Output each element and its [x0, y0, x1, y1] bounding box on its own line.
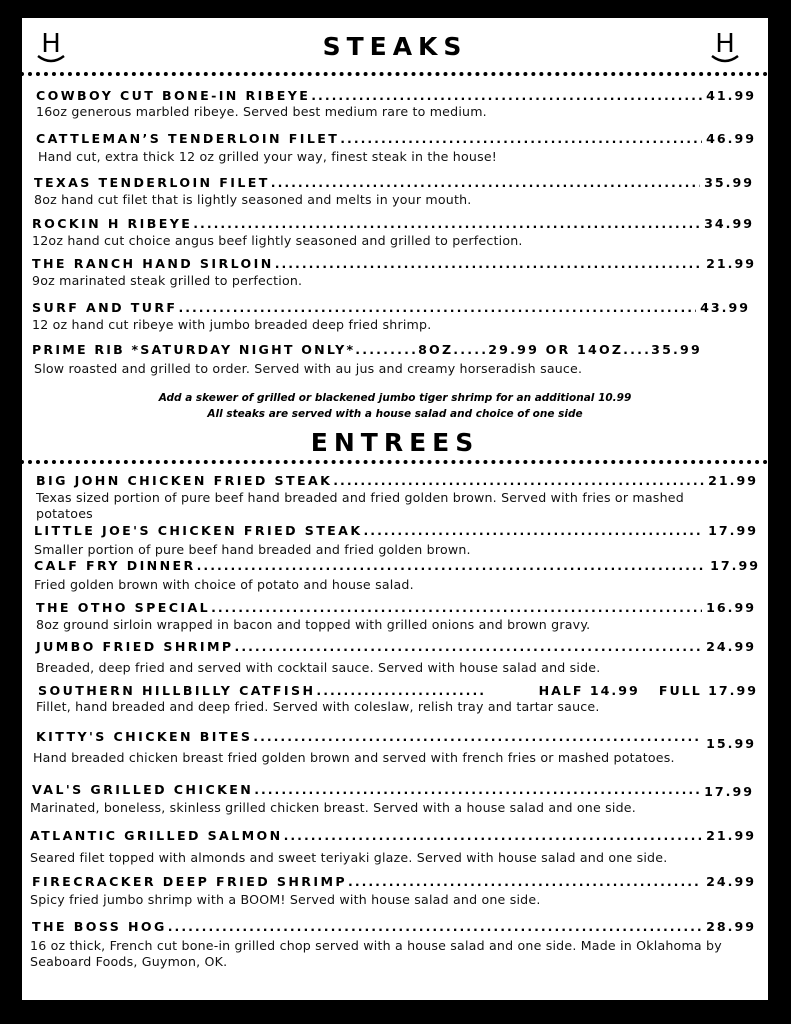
logo-letter: H — [715, 29, 735, 59]
dot-leader — [364, 523, 705, 538]
item-name: THE OTHO SPECIAL — [36, 600, 211, 615]
item-name: BIG JOHN CHICKEN FRIED STEAK — [36, 473, 333, 488]
item-price: 34.99 — [704, 216, 754, 231]
item-description: 12 oz hand cut ribeye with jumbo breaded deep fried shrimp. — [32, 317, 432, 332]
item-description: 8oz ground sirloin wrapped in bacon and topped with grilled onions and brown gravy. — [36, 617, 591, 632]
item-description: Texas sized portion of pure beef hand breaded and fried golden brown. Served with fries or mashed potatoes — [36, 490, 684, 521]
item-price: 16.99 — [706, 600, 756, 615]
logo-letter: H — [41, 29, 61, 59]
dot-leader — [311, 88, 702, 103]
item-name: CATTLEMAN’S TENDERLOIN FILET — [36, 131, 340, 146]
dot-leader — [168, 919, 702, 934]
dot-leader — [235, 639, 703, 654]
item-name: COWBOY CUT BONE-IN RIBEYE — [36, 88, 311, 103]
dot-leader — [254, 782, 700, 797]
dotted-divider — [22, 460, 768, 464]
item-description: Smaller portion of pure beef hand breaded and fried golden brown. — [34, 542, 471, 557]
dotted-divider — [22, 72, 768, 76]
item-name: PRIME RIB *SATURDAY NIGHT ONLY*.........8OZ.....29.99 OR 14OZ....35.99 — [32, 342, 702, 357]
item-price: 24.99 — [706, 639, 756, 654]
item-price: 35.99 — [704, 175, 754, 190]
dot-leader — [333, 473, 704, 488]
dot-leader — [253, 729, 702, 744]
item-description: 8oz hand cut filet that is lightly seasoned and melts in your mouth. — [34, 192, 472, 207]
item-description: 12oz hand cut choice angus beef lightly seasoned and grilled to perfection. — [32, 233, 523, 248]
dot-leader — [284, 828, 703, 843]
item-price: 17.99 — [708, 523, 758, 538]
item-price: 41.99 — [706, 88, 756, 103]
item-name: FIRECRACKER DEEP FRIED SHRIMP — [32, 874, 348, 889]
item-name: ATLANTIC GRILLED SALMON — [30, 828, 283, 843]
dot-leader — [197, 558, 707, 573]
item-price: 17.99 — [704, 784, 754, 799]
item-price: 46.99 — [706, 131, 756, 146]
dot-leader — [316, 683, 484, 698]
item-description: 9oz marinated steak grilled to perfection. — [32, 273, 303, 288]
item-price: HALF 14.99 FULL 17.99 — [538, 683, 758, 698]
item-description: 16 oz thick, French cut bone-in grilled chop served with a house salad and one side. Made in Oklahoma by Seaboard Foods, Guymon, OK. — [30, 938, 722, 969]
item-name: TEXAS TENDERLOIN FILET — [34, 175, 270, 190]
dot-leader — [193, 216, 700, 231]
item-description: Fried golden brown with choice of potato and house salad. — [34, 577, 414, 592]
item-price: 24.99 — [706, 874, 756, 889]
item-name: THE BOSS HOG — [32, 919, 167, 934]
item-description: Hand cut, extra thick 12 oz grilled your way, finest steak in the house! — [38, 149, 498, 164]
item-price: 21.99 — [706, 256, 756, 271]
menu-page — [22, 18, 768, 1000]
steaks-heading: STEAKS — [322, 32, 468, 61]
shrimp-addon-note: Add a skewer of grilled or blackened jumbo tiger shrimp for an additional 10.99 — [158, 392, 632, 404]
item-name: LITTLE JOE'S CHICKEN FRIED STEAK — [34, 523, 363, 538]
item-description: Marinated, boneless, skinless grilled chicken breast. Served with a house salad and one side. — [30, 800, 636, 815]
item-price: 43.99 — [700, 300, 750, 315]
item-name: KITTY'S CHICKEN BITES — [36, 729, 253, 744]
item-description: Fillet, hand breaded and deep fried. Served with coleslaw, relish tray and tartar sauce. — [36, 699, 600, 714]
item-description: Hand breaded chicken breast fried golden brown and served with french fries or mashed potatoes. — [33, 750, 675, 765]
item-description: Breaded, deep fried and served with cocktail sauce. Served with house salad and side. — [36, 660, 601, 675]
item-description: Spicy fried jumbo shrimp with a BOOM! Served with house salad and one side. — [30, 892, 541, 907]
item-description: Seared filet topped with almonds and sweet teriyaki glaze. Served with house salad and one side. — [30, 850, 668, 865]
dot-leader — [340, 131, 702, 146]
item-name: CALF FRY DINNER — [34, 558, 196, 573]
item-price: 15.99 — [706, 736, 756, 751]
item-price: 21.99 — [708, 473, 758, 488]
item-price: 28.99 — [706, 919, 756, 934]
steaks-sides-note: All steaks are served with a house salad and choice of one side — [207, 408, 583, 420]
item-name: THE RANCH HAND SIRLOIN — [32, 256, 274, 271]
item-name: SOUTHERN HILLBILLY CATFISH — [38, 683, 316, 698]
item-name: JUMBO FRIED SHRIMP — [36, 639, 234, 654]
item-name: SURF AND TURF — [32, 300, 178, 315]
item-name: VAL'S GRILLED CHICKEN — [32, 782, 254, 797]
item-price: 21.99 — [706, 828, 756, 843]
dot-leader — [211, 600, 702, 615]
dot-leader — [271, 175, 700, 190]
item-name: ROCKIN H RIBEYE — [32, 216, 193, 231]
dot-leader — [178, 300, 696, 315]
item-price: 17.99 — [710, 558, 760, 573]
entrees-heading: ENTREES — [310, 428, 480, 457]
item-description: 16oz generous marbled ribeye. Served best medium rare to medium. — [36, 104, 487, 119]
dot-leader — [348, 874, 702, 889]
dot-leader — [275, 256, 702, 271]
item-description: Slow roasted and grilled to order. Served with au jus and creamy horseradish sauce. — [34, 361, 583, 376]
